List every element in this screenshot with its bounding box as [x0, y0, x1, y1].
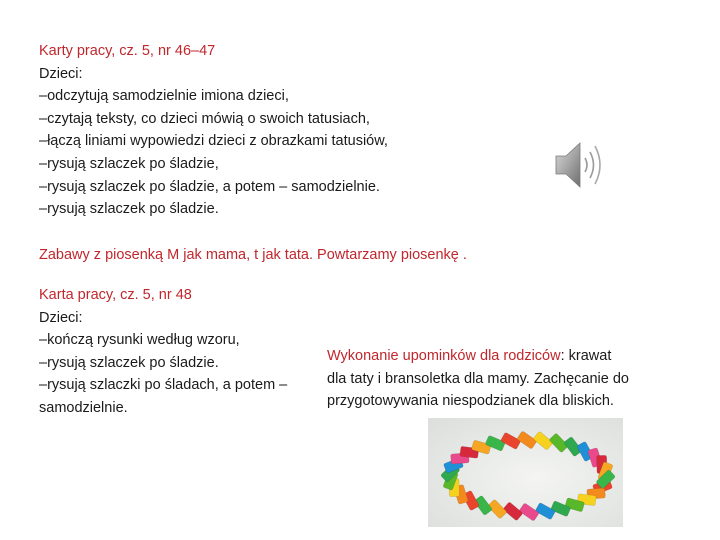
worksheet-46-47-item: –czytają teksty, co dzieci mówią o swoich tatusiach, — [39, 110, 370, 127]
worksheet-46-47-subject: Dzieci: — [39, 65, 83, 82]
worksheet-48-title: Karta pracy, cz. 5, nr 48 — [39, 287, 192, 303]
worksheet-48-item: samodzielnie. — [39, 399, 128, 416]
worksheet-48-item: –kończą rysunki według wzoru, — [39, 332, 240, 349]
gifts-line: przygotowywania niespodzianek dla bliskich. — [327, 393, 614, 410]
worksheet-48-section — [39, 284, 287, 420]
gifts-heading-rest: : krawat — [560, 348, 612, 364]
worksheet-48-item: –rysują szlaczek po śladzie. — [39, 354, 219, 371]
gifts-line: dla taty i bransoletka dla mamy. Zachęcanie do — [327, 370, 629, 387]
worksheet-46-47-item: –odczytują samodzielnie imiona dzieci, — [39, 88, 289, 105]
worksheet-46-47-item: –rysują szlaczek po śladzie. — [39, 201, 219, 218]
worksheet-48-item: –rysują szlaczki po śladach, a potem – — [39, 377, 288, 394]
worksheet-46-47-item: –rysują szlaczek po śladzie, — [39, 155, 219, 172]
worksheet-48-subject: Dzieci: — [39, 309, 83, 326]
worksheet-46-47-title: Karty pracy, cz. 5, nr 46–47 — [39, 43, 216, 59]
gifts-heading: Wykonanie upominków dla rodziców — [327, 348, 561, 364]
pasta-bracelet-photo — [428, 418, 623, 527]
worksheet-46-47-item: –łączą liniami wypowiedzi dzieci z obrazkami tatusiów, — [39, 133, 388, 150]
worksheet-46-47-section — [39, 40, 388, 221]
gifts-section — [327, 345, 629, 413]
speaker-icon[interactable] — [552, 138, 604, 192]
gifts-line — [327, 345, 629, 368]
worksheet-46-47-item: –rysują szlaczek po śladzie, a potem – samodzielnie. — [39, 178, 380, 195]
song-activity: Zabawy z piosenką M jak mama, t jak tata. Powtarzamy piosenkę . — [39, 247, 467, 263]
